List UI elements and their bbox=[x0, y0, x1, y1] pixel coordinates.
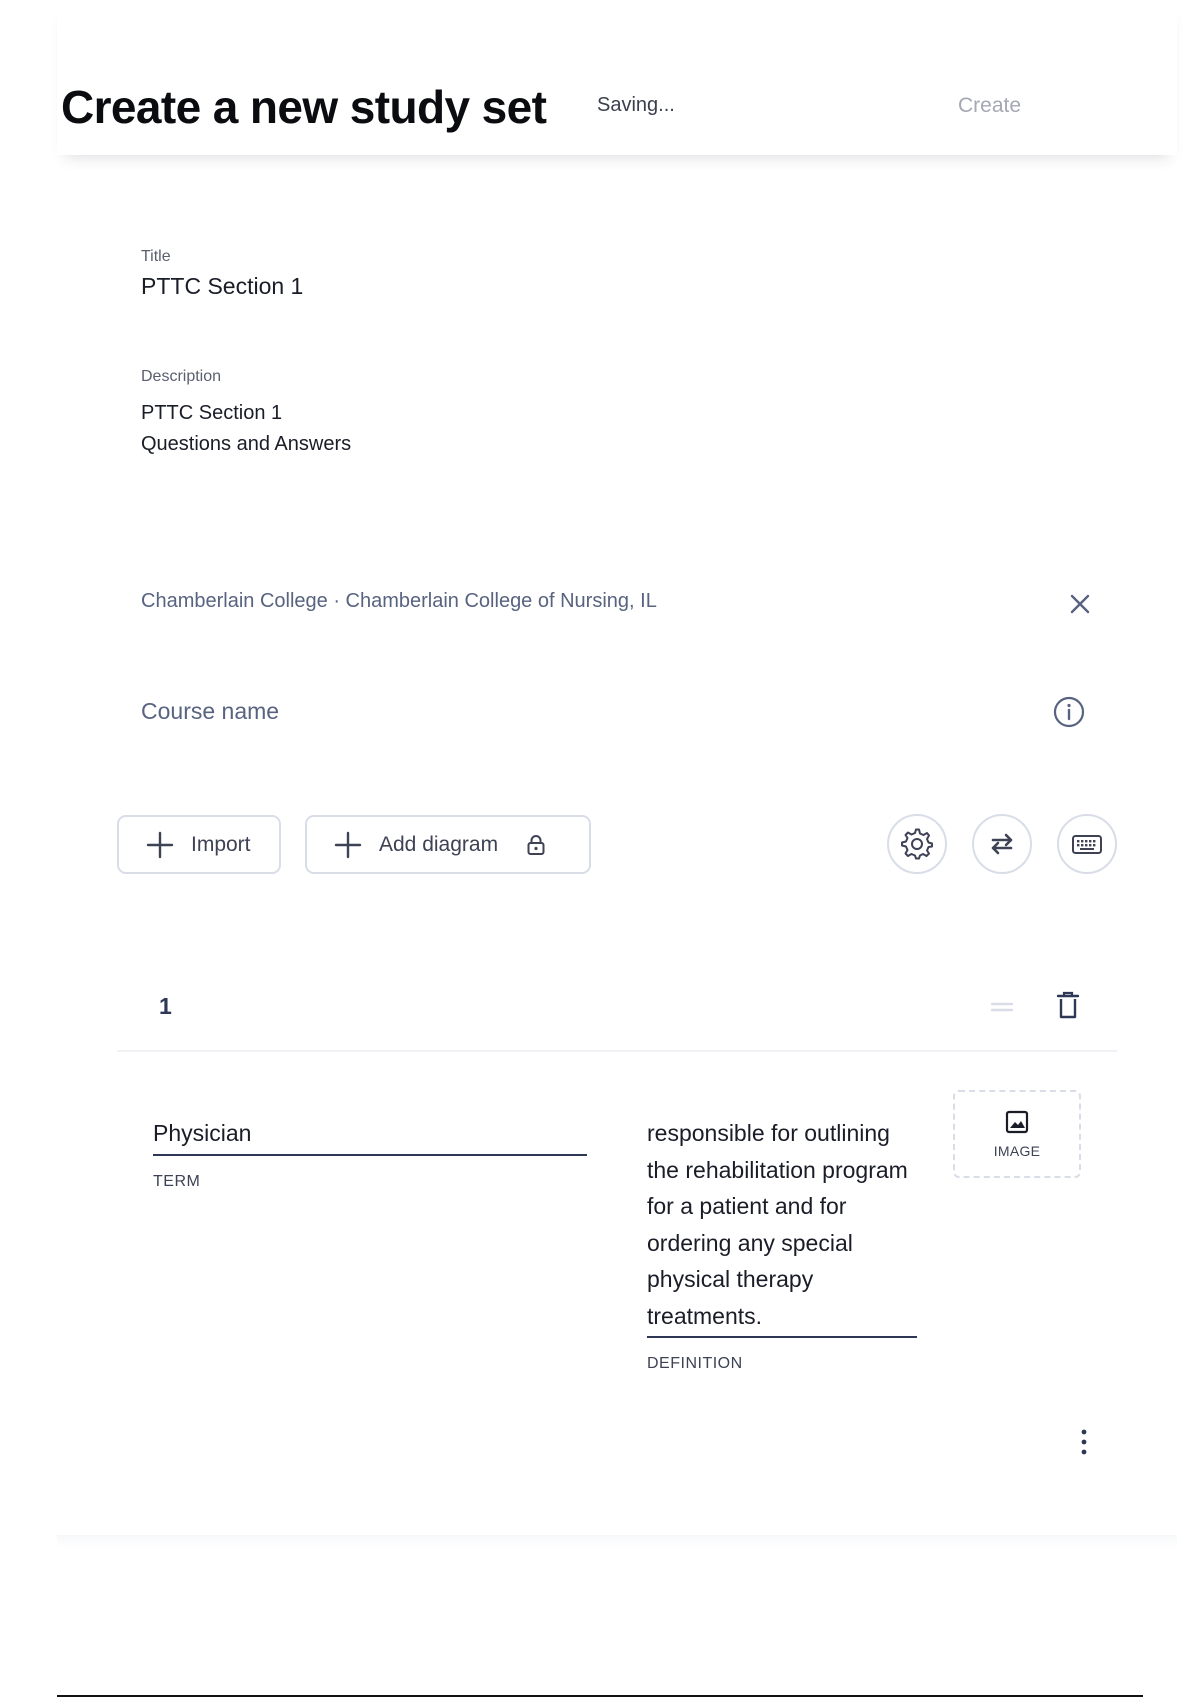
term-input[interactable]: Physician bbox=[153, 1120, 252, 1146]
more-options-icon[interactable] bbox=[1073, 1425, 1095, 1459]
keyboard-shortcuts-button[interactable] bbox=[1057, 814, 1117, 874]
swap-icon bbox=[985, 827, 1019, 861]
swap-terms-button[interactable] bbox=[972, 814, 1032, 874]
drag-handle-icon[interactable] bbox=[989, 994, 1015, 1020]
settings-button[interactable] bbox=[887, 814, 947, 874]
trash-icon[interactable] bbox=[1054, 990, 1082, 1020]
gear-icon bbox=[900, 827, 934, 861]
term-label: TERM bbox=[153, 1173, 201, 1190]
definition-underline bbox=[647, 1336, 917, 1338]
page-title: Create a new study set bbox=[61, 81, 547, 133]
image-icon bbox=[1004, 1109, 1030, 1135]
plus-icon bbox=[145, 830, 175, 860]
course-name-input[interactable]: Course name bbox=[141, 698, 280, 724]
image-label: IMAGE bbox=[993, 1143, 1041, 1159]
description-line-2: Questions and Answers bbox=[141, 433, 352, 455]
definition-input[interactable]: responsible for outlining the rehabilitation program for a patient and for ordering any special physical therapy treatments. bbox=[647, 1120, 908, 1329]
description-label: Description bbox=[141, 368, 222, 385]
add-diagram-label: Add diagram bbox=[379, 832, 499, 856]
info-icon[interactable] bbox=[1052, 695, 1086, 729]
card-divider bbox=[117, 1050, 1117, 1052]
plus-icon bbox=[333, 830, 363, 860]
import-label: Import bbox=[191, 832, 251, 856]
add-image-button[interactable] bbox=[953, 1090, 1081, 1178]
close-icon[interactable] bbox=[1066, 590, 1094, 618]
keyboard-icon bbox=[1070, 827, 1104, 861]
title-input[interactable]: PTTC Section 1 bbox=[141, 273, 304, 299]
add-diagram-button[interactable] bbox=[305, 815, 591, 874]
school-tag: Chamberlain College · Chamberlain College of Nursing, IL bbox=[141, 590, 657, 612]
definition-label: DEFINITION bbox=[647, 1355, 743, 1372]
description-line-1: PTTC Section 1 bbox=[141, 402, 283, 424]
bottom-rule bbox=[57, 1695, 1143, 1697]
import-button[interactable] bbox=[117, 815, 281, 874]
description-input[interactable] bbox=[141, 398, 351, 460]
title-label: Title bbox=[141, 248, 171, 265]
card-bottom-edge bbox=[57, 1535, 1177, 1549]
lock-icon bbox=[524, 833, 548, 857]
term-underline bbox=[153, 1154, 587, 1156]
card-number: 1 bbox=[159, 993, 172, 1019]
create-button[interactable]: Create bbox=[958, 92, 1021, 120]
saving-status: Saving... bbox=[597, 94, 675, 116]
